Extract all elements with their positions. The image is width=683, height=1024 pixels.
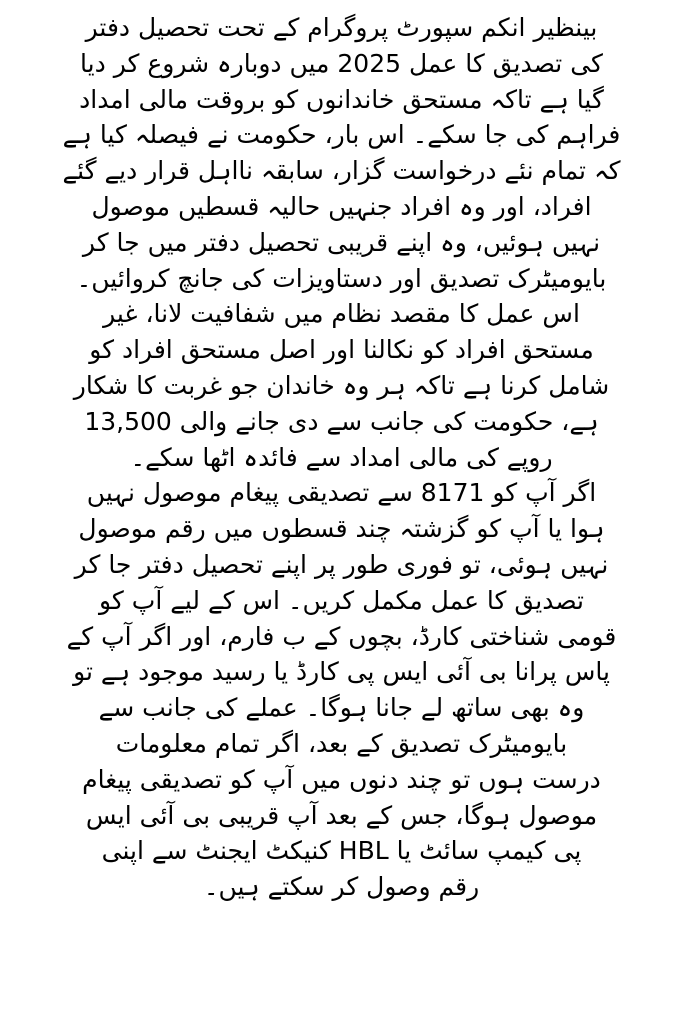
paragraph-1 xyxy=(34,10,649,296)
text-line: ہوا یا آپ کو گزشتہ چند قسطوں میں رقم موصول xyxy=(78,514,605,544)
text-line: تصدیق کا عمل مکمل کریں۔ اس کے لیے آپ کو xyxy=(99,585,584,615)
text-line: کہ تمام نئے درخواست گزار، سابقہ نااہل قرار دیے گئے xyxy=(62,156,621,186)
text-line: شامل کرنا ہے تاکہ ہر وہ خاندان جو غربت کا شکار xyxy=(73,370,610,400)
text-line: ہے، حکومت کی جانب سے دی جانے والی 13,500 xyxy=(84,406,599,436)
text-line: افراد، اور وہ افراد جنہیں حالیہ قسطیں موصول xyxy=(91,191,592,221)
article-body xyxy=(34,10,649,905)
text-line: بایومیٹرک تصدیق اور دستاویزات کی جانچ کروائیں۔ xyxy=(76,263,607,293)
text-line: پی کیمپ سائٹ یا HBL کنیکٹ ایجنٹ سے اپنی xyxy=(101,836,582,866)
text-line: قومی شناختی کارڈ، بچوں کے ب فارم، اور اگر آپ کے xyxy=(66,621,617,651)
text-line: کی تصدیق کا عمل 2025 میں دوبارہ شروع کر دیا xyxy=(80,48,603,78)
text-line: درست ہوں تو چند دنوں میں آپ کو تصدیقی پیغام xyxy=(82,764,601,794)
text-line: موصول ہوگا، جس کے بعد آپ قریبی بی آئی ایس xyxy=(85,800,598,830)
text-line: روپے کی مالی امداد سے فائدہ اٹھا سکے۔ xyxy=(130,442,553,472)
text-line: مستحق افراد کو نکالنا اور اصل مستحق افراد کو xyxy=(89,335,594,365)
text-line: نہیں ہوئی، تو فوری طور پر اپنے تحصیل دفتر جا کر xyxy=(74,549,609,579)
text-line: بینظیر انکم سپورٹ پروگرام کے تحت تحصیل دفتر xyxy=(85,13,598,42)
text-line: اگر آپ کو 8171 سے تصدیقی پیغام موصول نہیں xyxy=(86,478,597,508)
text-line: پاس پرانا بی آئی ایس پی کارڈ یا رسید موجود ہے تو xyxy=(73,657,610,687)
text-line: رقم وصول کر سکتے ہیں۔ xyxy=(203,872,480,902)
text-line: بایومیٹرک تصدیق کے بعد، اگر تمام معلومات xyxy=(115,728,568,758)
paragraph-2 xyxy=(34,296,649,475)
text-line: گیا ہے تاکہ مستحق خاندانوں کو بروقت مالی امداد xyxy=(79,84,604,114)
text-line: وہ بھی ساتھ لے جانا ہوگا۔ عملے کی جانب سے xyxy=(98,693,585,723)
text-line: فراہم کی جا سکے۔ اس بار، حکومت نے فیصلہ کیا ہے xyxy=(62,120,621,150)
text-line: نہیں ہوئیں، وہ اپنے قریبی تحصیل دفتر میں جا کر xyxy=(82,227,601,257)
paragraph-3 xyxy=(34,475,649,905)
text-line: اس عمل کا مقصد نظام میں شفافیت لانا، غیر xyxy=(103,299,580,329)
